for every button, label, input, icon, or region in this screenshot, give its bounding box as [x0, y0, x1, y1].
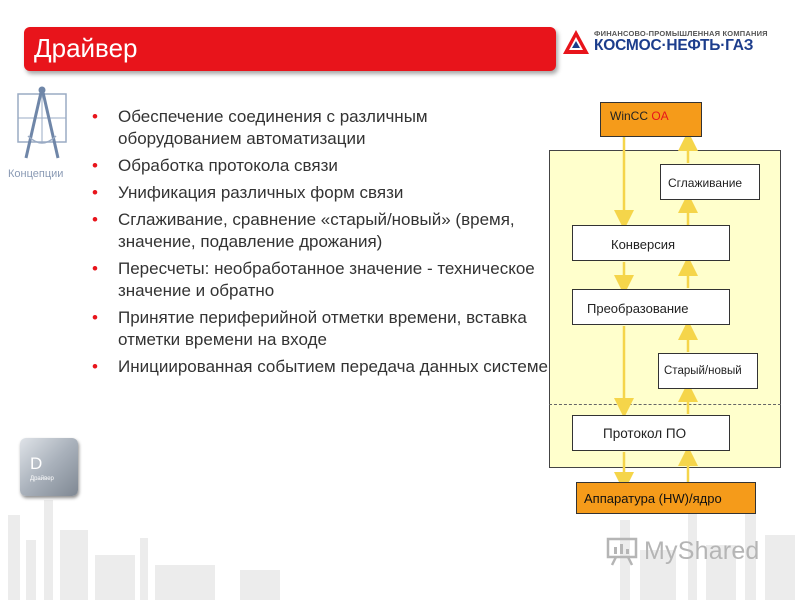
transform-label: Преобразование: [587, 301, 689, 316]
logo-name: КОСМОС·НЕФТЬ·ГАЗ: [594, 37, 754, 54]
protocol-box: [572, 415, 730, 451]
bullet-text: Обработка протокола связи: [118, 156, 338, 175]
bullet-dot: •: [92, 308, 98, 327]
wincc-label-main: WinCC: [610, 109, 648, 123]
presentation-board-icon: [606, 536, 638, 566]
page-title: Драйвер: [34, 33, 138, 63]
bullet-item: [92, 182, 552, 204]
driver-tile-letter: D: [30, 454, 43, 473]
wincc-label: [610, 109, 669, 123]
hardware-label: Аппаратура (HW)/ядро: [584, 491, 722, 506]
bullet-text: Пересчеты: необработанное значение - техническое значение и обратно: [118, 259, 535, 300]
bullet-dot: •: [92, 210, 98, 229]
bullet-dot: •: [92, 259, 98, 278]
wincc-label-suffix: OA: [648, 109, 669, 123]
bullet-text: Принятие периферийной отметки времени, вставка отметки времени на входе: [118, 308, 527, 349]
driver-tile-label: Драйвер: [30, 476, 54, 482]
hardware-box: [576, 482, 756, 514]
logo-tagline: ФИНАНСОВО-ПРОМЫШЛЕННАЯ КОМПАНИЯ: [594, 29, 768, 38]
protocol-label: Протокол ПО: [603, 426, 687, 441]
conversion-box: [572, 225, 730, 261]
concept-label: Концепции: [8, 168, 64, 180]
bullet-item: [92, 209, 552, 253]
bullet-text: Унификация различных форм связи: [118, 183, 404, 202]
bullet-dot: •: [92, 357, 98, 376]
driver-tile[interactable]: [20, 438, 78, 496]
bullet-text: Инициированная событием передача данных системе: [118, 357, 548, 376]
bullet-dot: •: [92, 107, 98, 126]
smoothing-label: Сглаживание: [668, 176, 743, 190]
watermark-text: MyShared: [644, 537, 760, 565]
diagram-divider: [549, 404, 781, 405]
bullet-text: Сглаживание, сравнение «старый/новый» (время, значение, подавление дрожания): [118, 210, 515, 251]
company-logo: [562, 28, 798, 60]
smoothing-box: [660, 164, 760, 200]
triangle-logo-icon: [562, 28, 590, 56]
bullet-item: [92, 307, 552, 351]
bullet-item: [92, 106, 552, 150]
title-bar: [24, 27, 556, 71]
old-new-box: [658, 353, 758, 389]
old-new-label: Старый/новый: [664, 365, 742, 377]
conversion-label: Конверсия: [611, 237, 676, 252]
bullet-item: [92, 356, 552, 378]
bullet-dot: •: [92, 183, 98, 202]
bullet-dot: •: [92, 156, 98, 175]
watermark: [606, 534, 776, 568]
bullet-item: [92, 155, 552, 177]
wincc-box: [600, 102, 702, 137]
compass-icon: [14, 84, 72, 164]
factory-background: [0, 460, 800, 600]
bullet-text: Обеспечение соединения с различным оборудованием автоматизации: [118, 107, 428, 148]
bullet-list: [92, 106, 552, 383]
bullet-item: [92, 258, 552, 302]
transform-box: [572, 289, 730, 325]
